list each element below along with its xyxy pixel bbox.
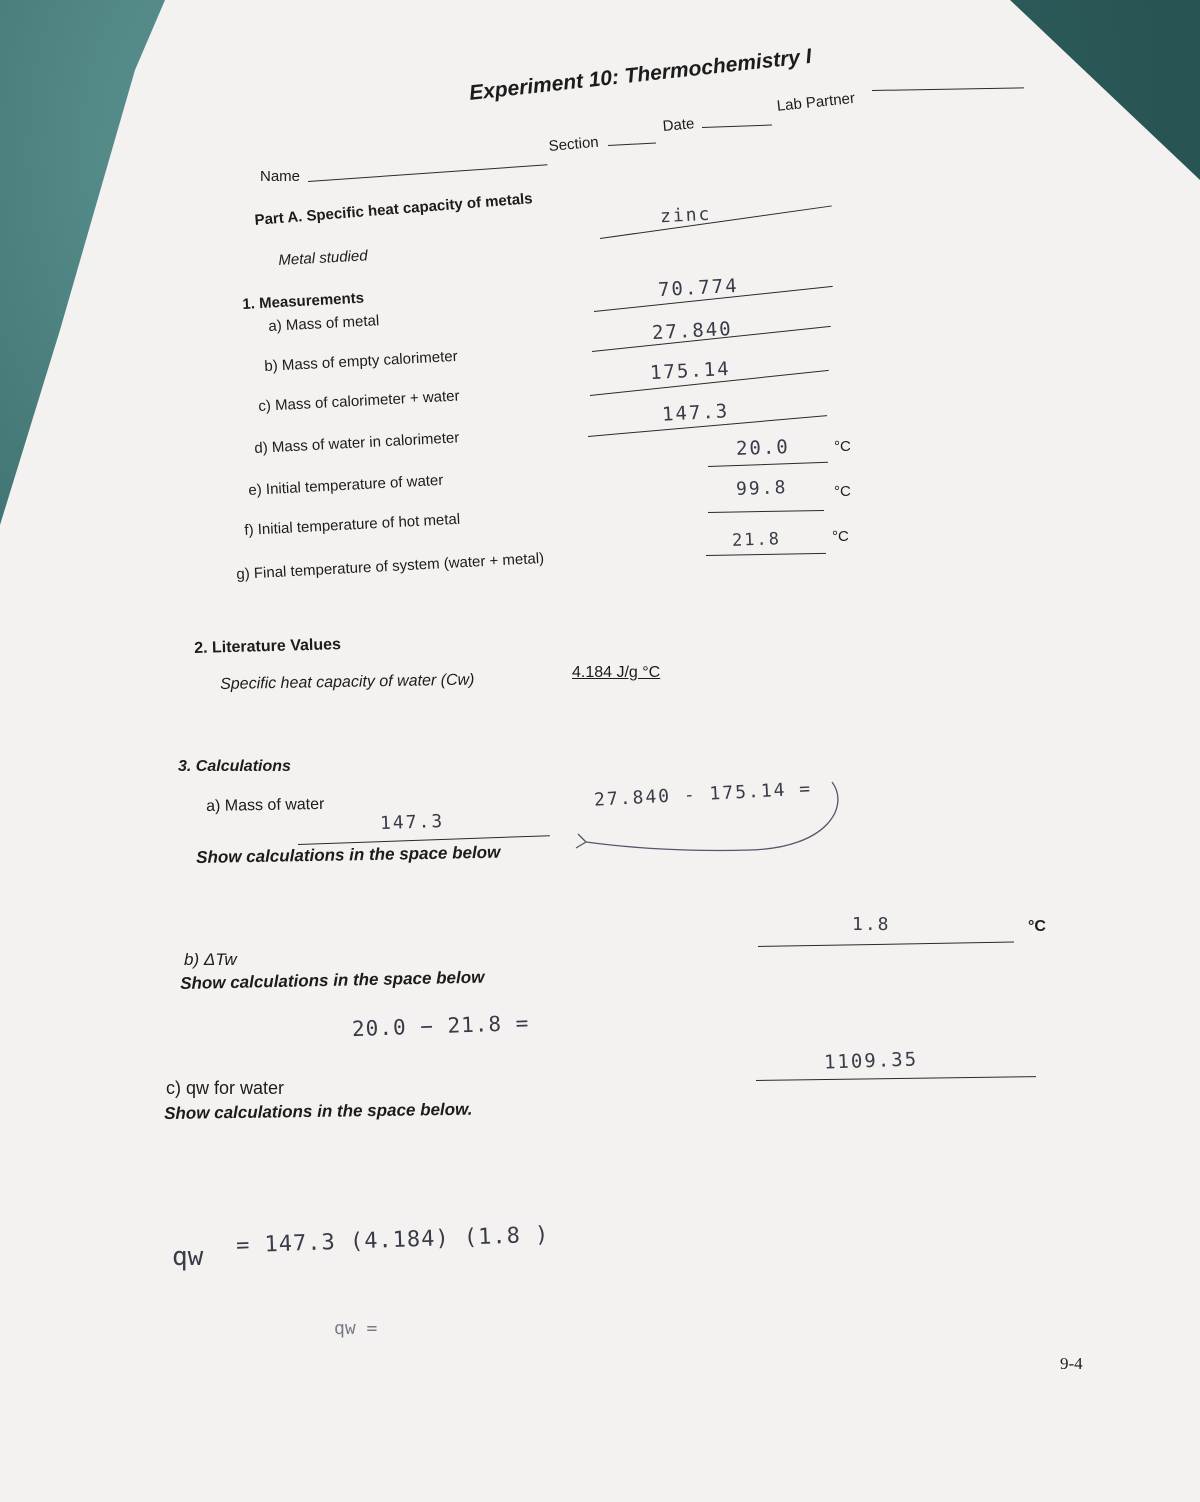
mass-of-water-work: 27.840 - 175.14 = xyxy=(593,778,813,811)
q-water-show-calc: Show calculations in the space below. xyxy=(164,1099,473,1123)
part-a-heading: Part A. Specific heat capacity of metals xyxy=(254,190,534,229)
q-water-work-symbol: qw xyxy=(172,1242,204,1272)
lab-partner-line xyxy=(872,87,1024,91)
mass-water-label: d) Mass of water in calorimeter xyxy=(254,429,460,457)
initial-temp-water-value: 20.0 xyxy=(735,436,791,460)
initial-temp-water-line xyxy=(708,462,828,467)
mass-of-water-show-calc: Show calculations in the space below xyxy=(196,842,501,867)
measurements-heading: 1. Measurements xyxy=(242,289,365,313)
specific-heat-water-value: 4.184 J/g °C xyxy=(572,664,661,681)
q-water-value: 1109.35 xyxy=(823,1048,919,1074)
initial-temp-metal-unit: °C xyxy=(834,483,851,500)
section-label: Section xyxy=(548,133,600,155)
mass-calorimeter-water-label: c) Mass of calorimeter + water xyxy=(258,387,460,415)
mass-of-metal-label: a) Mass of metal xyxy=(268,312,380,335)
literature-heading: 2. Literature Values xyxy=(194,636,342,657)
section-line xyxy=(608,142,656,146)
mass-calorimeter-water-value: 175.14 xyxy=(649,357,732,385)
delta-t-line xyxy=(758,942,1014,947)
metal-studied-value: zinc xyxy=(659,203,712,228)
delta-t-work: 20.0 − 21.8 = xyxy=(351,1010,530,1042)
metal-studied-line xyxy=(600,205,832,239)
initial-temp-metal-value: 99.8 xyxy=(735,477,788,500)
final-temp-label: g) Final temperature of system (water + metal) xyxy=(236,549,545,583)
mass-of-water-calc-label: a) Mass of water xyxy=(206,795,325,815)
lab-partner-label: Lab Partner xyxy=(776,89,856,115)
delta-t-label: b) ΔTw xyxy=(184,950,237,969)
mass-of-water-work-arrow xyxy=(570,776,850,856)
final-temp-value: 21.8 xyxy=(731,529,782,551)
name-label: Name xyxy=(260,168,301,185)
final-temp-line xyxy=(706,553,826,556)
specific-heat-water-label: Specific heat capacity of water (Cw) xyxy=(220,671,475,693)
delta-t-show-calc: Show calculations in the space below xyxy=(180,967,485,993)
metal-studied-label: Metal studied xyxy=(278,247,368,269)
name-line xyxy=(308,164,547,182)
mass-empty-calorimeter-value: 27.840 xyxy=(651,317,734,345)
initial-temp-metal-line xyxy=(708,510,824,513)
calculations-heading: 3. Calculations xyxy=(178,758,291,775)
page-number: 9-4 xyxy=(1060,1354,1083,1373)
mass-water-value: 147.3 xyxy=(661,400,730,426)
mass-of-metal-value: 70.774 xyxy=(657,274,740,302)
q-water-line xyxy=(756,1076,1036,1081)
date-line xyxy=(702,125,772,128)
delta-t-value: 1.8 xyxy=(852,914,891,935)
date-label: Date xyxy=(662,115,696,135)
mass-empty-calorimeter-label: b) Mass of empty calorimeter xyxy=(264,347,459,375)
initial-temp-metal-label: f) Initial temperature of hot metal xyxy=(244,510,461,539)
q-water-label: c) qw for water xyxy=(166,1078,285,1098)
q-water-work-2: qw = xyxy=(334,1318,378,1339)
page-title: Experiment 10: Thermochemistry I xyxy=(468,44,813,105)
initial-temp-water-label: e) Initial temperature of water xyxy=(248,471,444,499)
final-temp-unit: °C xyxy=(832,528,849,545)
initial-temp-water-unit: °C xyxy=(834,438,851,455)
mass-of-water-calc-value: 147.3 xyxy=(379,810,445,835)
q-water-work: = 147.3 (4.184) (1.8 ) xyxy=(235,1222,550,1259)
delta-t-unit: °C xyxy=(1028,918,1046,935)
